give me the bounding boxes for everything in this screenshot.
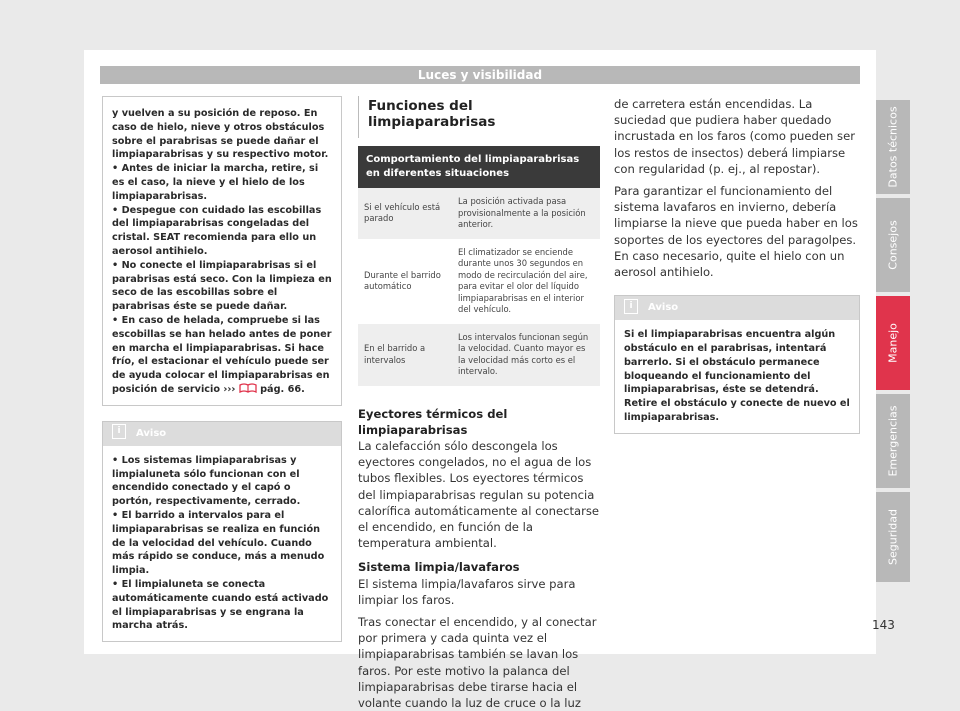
notice-title: Aviso	[136, 427, 167, 439]
sistema-text-2: Tras conectar el encendido, y al conectar por primera y cada quinta vez el limpiaparabrisas también se lavan los faros. Por este motivo la palanca del limpiaparabrisas debe tirarse hacia el volante cuando la luz de cruce o la luz	[358, 614, 597, 710]
section-title: Funciones del limpiaparabrisas	[358, 96, 600, 138]
notice-title: Aviso	[648, 302, 679, 314]
book-icon	[239, 383, 257, 393]
eyectores-heading: Eyectores térmicos del limpiaparabrisas	[358, 406, 508, 437]
left-column	[102, 96, 342, 642]
behavior-table	[358, 146, 600, 386]
warning-bullet: • Despegue con cuidado las escobillas del limpiaparabrisas congeladas del cristal. SEAT recomienda para ello un aerosol antihielo.	[112, 204, 322, 257]
table-header: Comportamiento del limpiaparabrisas en diferentes situaciones	[358, 146, 600, 188]
notice-header	[103, 422, 341, 446]
tab-manejo[interactable]: Manejo	[876, 296, 910, 390]
notice-body	[615, 320, 859, 433]
tab-datos-tecnicos[interactable]: Datos técnicos	[876, 100, 910, 194]
notice-box-left	[102, 421, 342, 642]
warning-bullet: • No conecte el limpiaparabrisas si el parabrisas está seco. Con la limpieza en seco de las escobillas sobre el parabrisas éste se puede dañar.	[112, 259, 332, 313]
notice-box-right	[614, 295, 860, 434]
table-row	[358, 324, 600, 386]
info-icon: i	[624, 299, 638, 314]
table-cell-situation: Durante el barrido automático	[364, 269, 441, 291]
table-row	[358, 239, 600, 324]
table-cell-behavior: Los intervalos funcionan según la velocidad. Cuanto mayor es la velocidad más corto es el intervalo.	[452, 324, 600, 386]
notice-bullet: • Los sistemas limpiaparabrisas y limpialuneta sólo funcionan con el encendido conectado y el capó o portón, respectivamente, cerrado.	[112, 454, 301, 508]
table-cell-behavior: La posición activada pasa provisionalmente a la posición anterior.	[452, 188, 600, 239]
table-row	[358, 188, 600, 239]
sistema-heading: Sistema limpia/lavafaros	[358, 560, 520, 575]
notice-text: Si el limpiaparabrisas encuentra algún obstáculo en el parabrisas, intentará barrerlo. Si el obstáculo permanece bloqueando el funcionamiento del limpiaparabrisas, éste se detendrá. Retire el obstáculo y conecte de nuevo el limpiaparabrisas.	[624, 329, 850, 424]
table-cell-behavior: El climatizador se enciende durante unos 30 segundos en modo de recirculación del aire, para evitar el olor del líquido limpiaparabrisas en el interior del vehículo.	[458, 246, 588, 314]
notice-header	[615, 296, 859, 320]
page-number: 143	[872, 618, 895, 632]
info-icon: i	[112, 424, 126, 439]
tab-consejos[interactable]: Consejos	[876, 198, 910, 292]
notice-bullet: • El barrido a intervalos para el limpiaparabrisas se realiza en función de la velocidad del vehículo. Cuando más rápido se conduce, más a menudo limpia.	[112, 509, 325, 577]
right-text-1: de carretera están encendidas. La suciedad que pudiera haber quedado incrustada en los faros (como pueden ser los restos de insectos) deberá limpiarse con regularidad (p. ej., al repostar).	[614, 97, 855, 176]
notice-bullet: • El limpialuneta se conecta automáticamente cuando está activado el limpiaparabrisas y se engrana la marcha atrás.	[112, 578, 329, 632]
sistema-text-1: El sistema limpia/lavafaros sirve para limpiar los faros.	[358, 576, 576, 607]
notice-body	[103, 446, 341, 641]
warning-intro: y vuelven a su posición de reposo. En caso de hielo, nieve y otros obstáculos sobre el parabrisas se puede dañar el limpiaparabrisas y su respectivo motor.	[112, 108, 329, 161]
warning-bullet: • En caso de helada, compruebe si las escobillas se han helado antes de poner en marcha el limpiaparabrisas. Si hace frío, el estacionar el vehículo puede ser de ayuda colocar el limpiaparabrisas en posición de servicio ››› pág. 66.	[112, 314, 332, 395]
page-reference[interactable]: ››› pág. 66.	[223, 383, 305, 395]
right-text-2: Para garantizar el funcionamiento del sistema lavafaros en invierno, debería limpiarse la nieve que pueda haber en los soportes de los eyectores del paragolpes. En caso necesario, quite el hielo con un aerosol antihielo.	[614, 184, 858, 280]
warning-box	[102, 96, 342, 406]
right-column	[614, 96, 860, 434]
eyectores-text: La calefacción sólo descongela los eyectores congelados, no el agua de los tubos flexibles. Los eyectores térmicos del limpiaparabrisas regulan su potencia calorífica automáticamente al conectarse el encendido, en función de la temperatura ambiental.	[358, 438, 600, 551]
middle-column	[358, 96, 600, 711]
tab-emergencias[interactable]: Emergencias	[876, 394, 910, 488]
warning-bullet: • Antes de iniciar la marcha, retire, si es el caso, la nieve y el hielo de los limpiaparabrisas.	[112, 163, 319, 202]
table-cell-situation: Si el vehículo está parado	[358, 188, 452, 239]
table-cell-situation: En el barrido a intervalos	[358, 324, 452, 386]
tab-seguridad[interactable]: Seguridad	[876, 492, 910, 582]
page-header: Luces y visibilidad	[100, 66, 860, 84]
